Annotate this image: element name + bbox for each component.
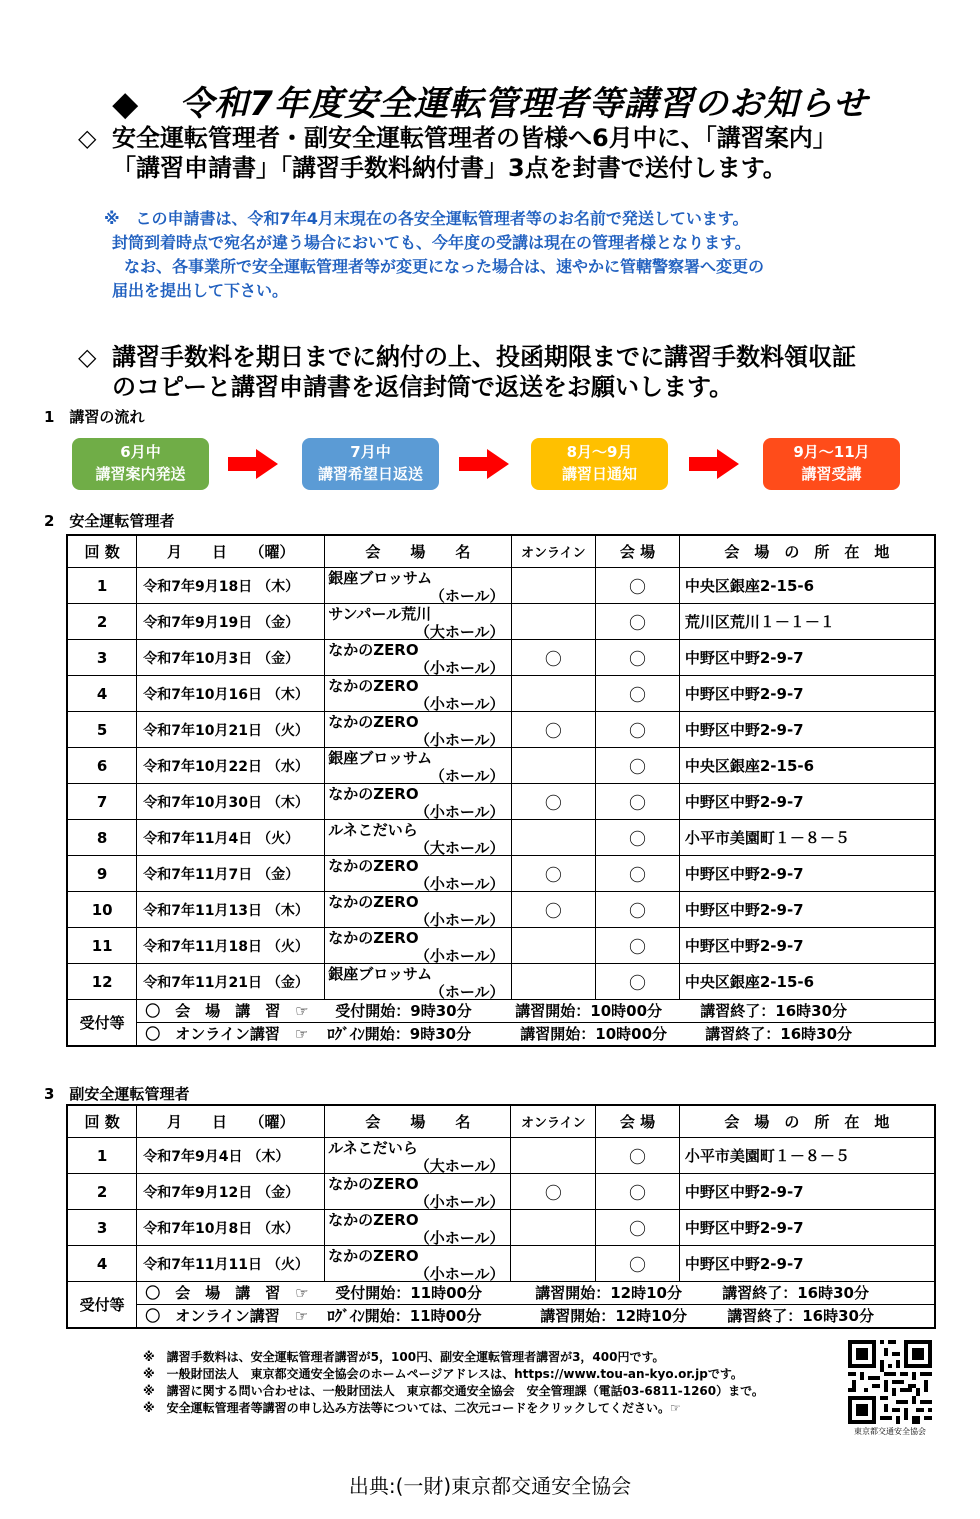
footnote-url[interactable]: ※ 一般財団法人 東京都交通安全協会のホームページアドレスは、https://www.tou-an-kyo.or.jpです。 xyxy=(143,1367,743,1381)
lead-notice-2: ◇ 講習手数料を期日までに納付の上、投函期限までに講習手数料領収証 のコピーと講習申請書を返信封筒で返送をお願いします。 xyxy=(78,343,856,401)
cell-onsite: 〇 xyxy=(596,640,680,676)
cell-venue xyxy=(325,856,511,892)
cell-address: 小平市美園町１－８－５ xyxy=(679,1138,935,1174)
reception-row xyxy=(67,1000,935,1047)
table-row xyxy=(67,568,935,604)
cell-online xyxy=(511,1210,596,1246)
table-row xyxy=(67,964,935,1000)
cell-onsite: 〇 xyxy=(596,748,680,784)
venue-name: サンパール荒川 xyxy=(328,605,432,623)
cell-address: 中野区中野2-9-7 xyxy=(679,928,935,964)
venue-name: 銀座ブロッサム xyxy=(328,569,433,587)
arrow-right-icon xyxy=(228,449,278,479)
header-no: 回 数 xyxy=(67,535,137,568)
venue-hall: （ホール） xyxy=(429,587,505,605)
cell-venue xyxy=(325,712,511,748)
blue-note: ※ この申請書は、令和7年4月末現在の各安全運転管理者等のお名前で発送しています。 封筒到着時点で宛名が違う場合においても、今年度の受講は現在の管理者様となります。 なお、各事業所で安全運転管理者等が変更になった場合は、速やかに管轄警察署へ変更の 届出を提出して下さい。 xyxy=(104,209,765,300)
cell-no: 8 xyxy=(67,820,137,856)
header-online: オンライン xyxy=(511,1105,596,1138)
reception-info xyxy=(137,1000,935,1047)
venue-name: ルネこだいら xyxy=(328,1139,418,1157)
header-address: 会 場 の 所 在 地 xyxy=(679,1105,935,1138)
cell-online xyxy=(511,1138,596,1174)
cell-no: 3 xyxy=(67,1210,137,1246)
cell-date: 令和7年10月16日 （木） xyxy=(137,676,325,712)
cell-no: 4 xyxy=(67,1246,137,1282)
table-header-row xyxy=(67,1105,935,1138)
cell-address: 中野区中野2-9-7 xyxy=(679,892,935,928)
venue-hall: （小ホール） xyxy=(414,911,505,929)
table-row xyxy=(67,1210,935,1246)
cell-onsite: 〇 xyxy=(596,856,680,892)
cell-date: 令和7年9月12日 （金） xyxy=(137,1174,325,1210)
cell-address: 中央区銀座2-15-6 xyxy=(679,568,935,604)
header-no: 回 数 xyxy=(67,1105,137,1138)
page-title xyxy=(0,76,980,125)
cell-date: 令和7年9月4日 （木） xyxy=(137,1138,325,1174)
schedule-table xyxy=(66,534,936,1047)
cell-venue xyxy=(325,604,511,640)
reception-online: 〇 オンライン講習 ☞ ﾛｸﾞｲﾝ開始：9時30分 講習開始：10時00分 講習終了：16時30分 xyxy=(145,1025,853,1043)
cell-onsite: 〇 xyxy=(596,1210,680,1246)
cell-address: 中野区中野2-9-7 xyxy=(679,856,935,892)
cell-venue xyxy=(325,892,511,928)
cell-online xyxy=(511,964,596,1000)
cell-address: 中野区中野2-9-7 xyxy=(679,784,935,820)
table-row xyxy=(67,676,935,712)
cell-venue xyxy=(325,676,511,712)
cell-online xyxy=(511,928,596,964)
cell-onsite: 〇 xyxy=(596,676,680,712)
cell-date: 令和7年11月21日 （金） xyxy=(137,964,325,1000)
flow-step: 8月～9月 講習日通知 xyxy=(531,438,668,490)
reception-online: 〇 オンライン講習 ☞ ﾛｸﾞｲﾝ開始：11時00分 講習開始：12時10分 講習終了：16時30分 xyxy=(145,1307,874,1325)
section-heading: 1 講習の流れ xyxy=(44,408,145,426)
cell-date: 令和7年11月13日 （木） xyxy=(137,892,325,928)
venue-name: なかのZERO xyxy=(328,1175,419,1193)
reception-onsite: 〇 会 場 講 習 ☞ 受付開始：9時30分 講習開始：10時00分 講習終了：16時30分 xyxy=(137,1000,934,1023)
cell-online: 〇 xyxy=(511,640,596,676)
table-row xyxy=(67,856,935,892)
cell-onsite: 〇 xyxy=(596,604,680,640)
cell-address: 中野区中野2-9-7 xyxy=(679,712,935,748)
table-row xyxy=(67,1246,935,1282)
cell-onsite: 〇 xyxy=(596,1138,680,1174)
table-row xyxy=(67,748,935,784)
venue-hall: （大ホール） xyxy=(414,839,505,857)
cell-address: 荒川区荒川１－１－１ xyxy=(679,604,935,640)
cell-date: 令和7年11月11日 （火） xyxy=(137,1246,325,1282)
cell-date: 令和7年10月21日 （火） xyxy=(137,712,325,748)
qr-caption: 東京都交通安全協会 xyxy=(854,1427,926,1436)
section-heading: 2 安全運転管理者 xyxy=(44,512,175,530)
cell-address: 中野区中野2-9-7 xyxy=(679,640,935,676)
venue-name: なかのZERO xyxy=(328,641,419,659)
table-row xyxy=(67,1138,935,1174)
header-onsite: 会 場 xyxy=(596,1105,680,1138)
cell-venue xyxy=(325,1138,511,1174)
cell-address: 中野区中野2-9-7 xyxy=(679,1210,935,1246)
table-row xyxy=(67,640,935,676)
cell-venue xyxy=(325,1210,511,1246)
header-venue: 会 場 名 xyxy=(325,535,511,568)
cell-date: 令和7年10月22日 （水） xyxy=(137,748,325,784)
cell-venue xyxy=(325,568,511,604)
cell-onsite: 〇 xyxy=(596,928,680,964)
cell-online: 〇 xyxy=(511,892,596,928)
cell-online xyxy=(511,604,596,640)
cell-onsite: 〇 xyxy=(596,964,680,1000)
cell-venue xyxy=(325,928,511,964)
venue-hall: （ホール） xyxy=(429,983,505,1001)
cell-venue xyxy=(325,964,511,1000)
venue-hall: （小ホール） xyxy=(414,947,505,965)
arrow-right-icon xyxy=(689,449,739,479)
cell-online xyxy=(511,568,596,604)
venue-name: なかのZERO xyxy=(328,893,419,911)
cell-date: 令和7年11月18日 （火） xyxy=(137,928,325,964)
cell-onsite: 〇 xyxy=(596,820,680,856)
header-onsite: 会 場 xyxy=(596,535,680,568)
source-credit: 出典:(一財)東京都交通安全協会 xyxy=(348,1474,632,1498)
reception-label: 受付等 xyxy=(67,1000,137,1047)
table-row xyxy=(67,784,935,820)
venue-hall: （小ホール） xyxy=(414,1193,505,1211)
table-row xyxy=(67,892,935,928)
cell-no: 4 xyxy=(67,676,137,712)
cell-no: 12 xyxy=(67,964,137,1000)
diamond-icon: ◆ xyxy=(112,84,140,124)
cell-onsite: 〇 xyxy=(596,712,680,748)
venue-name: なかのZERO xyxy=(328,677,419,695)
cell-no: 3 xyxy=(67,640,137,676)
reception-row xyxy=(67,1282,935,1329)
header-address: 会 場 の 所 在 地 xyxy=(679,535,935,568)
cell-venue xyxy=(325,784,511,820)
venue-hall: （小ホール） xyxy=(414,731,505,749)
venue-name: なかのZERO xyxy=(328,857,419,875)
cell-address: 中野区中野2-9-7 xyxy=(679,1174,935,1210)
venue-name: なかのZERO xyxy=(328,1211,419,1229)
venue-hall: （小ホール） xyxy=(414,659,505,677)
cell-venue xyxy=(325,1174,511,1210)
cell-date: 令和7年11月7日 （金） xyxy=(137,856,325,892)
qr-code-icon[interactable] xyxy=(848,1340,932,1424)
header-online: オンライン xyxy=(511,535,596,568)
reception-label: 受付等 xyxy=(67,1282,137,1329)
cell-venue xyxy=(325,748,511,784)
cell-venue xyxy=(325,820,511,856)
lead-notice-1: ◇ 安全運転管理者・副安全運転管理者の皆様へ6月中に、「講習案内」 「講習申請書」「講習手数料納付書」3点を封書で送付します。 xyxy=(78,124,837,182)
cell-online xyxy=(511,748,596,784)
cell-online: 〇 xyxy=(511,784,596,820)
cell-online xyxy=(511,676,596,712)
venue-name: なかのZERO xyxy=(328,713,419,731)
venue-name: ルネこだいら xyxy=(328,821,418,839)
cell-no: 9 xyxy=(67,856,137,892)
title-text: 令和7年度安全運転管理者等講習のお知らせ xyxy=(179,84,868,124)
header-date: 月 日 （曜） xyxy=(137,535,325,568)
venue-hall: （小ホール） xyxy=(414,875,505,893)
cell-no: 10 xyxy=(67,892,137,928)
venue-hall: （小ホール） xyxy=(414,803,505,821)
cell-online xyxy=(511,820,596,856)
venue-name: 銀座ブロッサム xyxy=(328,749,433,767)
cell-date: 令和7年10月3日 （金） xyxy=(137,640,325,676)
reception-info xyxy=(137,1282,935,1329)
cell-online: 〇 xyxy=(511,856,596,892)
footnotes xyxy=(143,1349,764,1417)
cell-no: 1 xyxy=(67,1138,137,1174)
cell-onsite: 〇 xyxy=(596,1246,680,1282)
cell-date: 令和7年10月8日 （水） xyxy=(137,1210,325,1246)
venue-hall: （大ホール） xyxy=(414,1157,505,1175)
cell-date: 令和7年10月30日 （木） xyxy=(137,784,325,820)
table-header-row xyxy=(67,535,935,568)
flow-step: 7月中 講習希望日返送 xyxy=(302,438,439,490)
cell-online: 〇 xyxy=(511,1174,596,1210)
cell-no: 2 xyxy=(67,1174,137,1210)
cell-date: 令和7年9月18日 （木） xyxy=(137,568,325,604)
cell-no: 1 xyxy=(67,568,137,604)
venue-hall: （小ホール） xyxy=(414,695,505,713)
footnote-fee: ※ 講習手数料は、安全運転管理者講習が5，100円、副安全運転管理者講習が3，400円です。 xyxy=(143,1350,665,1364)
venue-hall: （大ホール） xyxy=(414,623,505,641)
open-diamond-icon: ◇ xyxy=(78,124,97,152)
table-row xyxy=(67,820,935,856)
cell-address: 中野区中野2-9-7 xyxy=(679,676,935,712)
cell-onsite: 〇 xyxy=(596,892,680,928)
cell-venue xyxy=(325,1246,511,1282)
venue-name: なかのZERO xyxy=(328,929,419,947)
header-venue: 会 場 名 xyxy=(325,1105,511,1138)
open-diamond-icon: ◇ xyxy=(78,343,97,371)
cell-address: 中野区中野2-9-7 xyxy=(679,1246,935,1282)
reception-onsite: 〇 会 場 講 習 ☞ 受付開始：11時00分 講習開始：12時10分 講習終了：16時30分 xyxy=(137,1282,934,1305)
table-row xyxy=(67,712,935,748)
arrow-right-icon xyxy=(459,449,509,479)
schedule-table xyxy=(66,1104,936,1329)
cell-date: 令和7年11月4日 （火） xyxy=(137,820,325,856)
cell-venue xyxy=(325,640,511,676)
footnote-qr: ※ 安全運転管理者等講習の申し込み方法等については、二次元コードをクリックしてください。☞ xyxy=(143,1401,681,1415)
venue-name: なかのZERO xyxy=(328,785,419,803)
table-row xyxy=(67,604,935,640)
cell-address: 小平市美園町１－８－５ xyxy=(679,820,935,856)
footnote-contact: ※ 講習に関する問い合わせは、一般財団法人 東京都交通安全協会 安全管理課（電話03-6811-1260）まで。 xyxy=(143,1384,764,1398)
cell-onsite: 〇 xyxy=(596,1174,680,1210)
cell-no: 5 xyxy=(67,712,137,748)
flow-step: 9月～11月 講習受講 xyxy=(763,438,900,490)
cell-no: 2 xyxy=(67,604,137,640)
cell-onsite: 〇 xyxy=(596,784,680,820)
section-heading: 3 副安全運転管理者 xyxy=(44,1085,190,1103)
cell-no: 11 xyxy=(67,928,137,964)
cell-online xyxy=(511,1246,596,1282)
venue-name: 銀座ブロッサム xyxy=(328,965,433,983)
cell-online: 〇 xyxy=(511,712,596,748)
table-row xyxy=(67,928,935,964)
table-row xyxy=(67,1174,935,1210)
header-date: 月 日 （曜） xyxy=(137,1105,325,1138)
flow-step: 6月中 講習案内発送 xyxy=(72,438,209,490)
cell-no: 7 xyxy=(67,784,137,820)
cell-date: 令和7年9月19日 （金） xyxy=(137,604,325,640)
cell-address: 中央区銀座2-15-6 xyxy=(679,964,935,1000)
cell-no: 6 xyxy=(67,748,137,784)
cell-onsite: 〇 xyxy=(596,568,680,604)
venue-hall: （小ホール） xyxy=(414,1229,505,1247)
venue-hall: （ホール） xyxy=(429,767,505,785)
venue-hall: （小ホール） xyxy=(414,1265,505,1283)
cell-address: 中央区銀座2-15-6 xyxy=(679,748,935,784)
venue-name: なかのZERO xyxy=(328,1247,419,1265)
